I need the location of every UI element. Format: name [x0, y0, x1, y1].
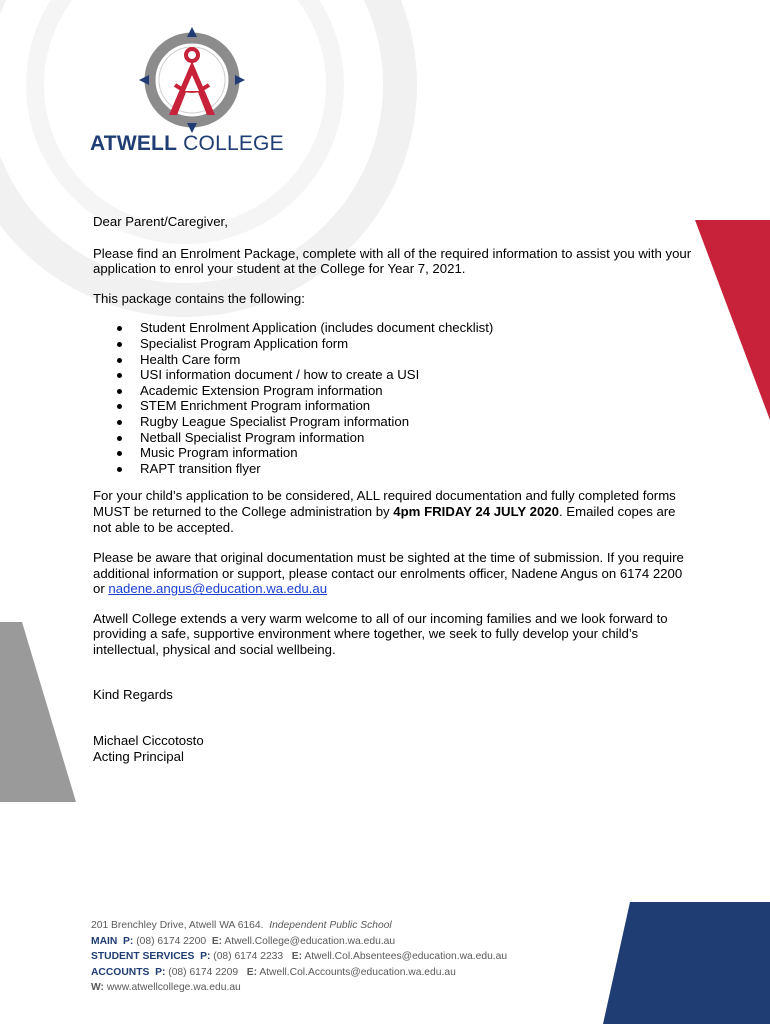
greeting: Dear Parent/Caregiver,	[93, 214, 228, 229]
footer-ss-email: Atwell.Col.Absentees@education.wa.edu.au	[304, 951, 508, 962]
grey-accent-shape	[0, 622, 76, 802]
letterhead-footer	[91, 918, 507, 996]
college-wordmark	[90, 132, 284, 156]
list-item: Student Enrolment Application (includes document checklist)	[140, 320, 693, 336]
footer-main-label: MAIN	[91, 935, 118, 947]
footer-student-services-line: STUDENT SERVICES P: (08) 6174 2233 E: Atwell.Col.Absentees@education.wa.edu.au	[91, 951, 508, 962]
letter-body	[93, 214, 693, 764]
package-intro: This package contains the following:	[93, 290, 305, 306]
list-item: RAPT transition flyer	[140, 461, 693, 477]
signatory-title: Acting Principal	[93, 748, 184, 764]
list-item: Specialist Program Application form	[140, 336, 693, 352]
footer-main-phone: (08) 6174 2200	[136, 935, 207, 947]
wordmark-bold: ATWELL	[90, 132, 178, 155]
footer-acc-label: ACCOUNTS	[91, 966, 150, 978]
closing: Kind Regards	[93, 686, 173, 702]
list-item: STEM Enrichment Program information	[140, 398, 693, 414]
footer-main-line: MAIN P: (08) 6174 2200 E: Atwell.College@education.wa.edu.au	[91, 935, 396, 947]
navy-accent-shape	[603, 902, 770, 1024]
submission-note: . Emailed copes are not able to be accepted.	[93, 503, 676, 535]
list-item: Netball Specialist Program information	[140, 430, 693, 446]
package-list	[93, 320, 693, 476]
footer-school-type: Independent Public School	[269, 920, 392, 931]
footer-address: 201 Brenchley Drive, Atwell WA 6164.	[91, 920, 264, 931]
list-item: USI information document / how to create a USI	[140, 367, 693, 383]
documentation-paragraph	[93, 550, 693, 597]
list-item: Academic Extension Program information	[140, 383, 693, 399]
footer-acc-phone: (08) 6174 2209	[168, 966, 239, 978]
footer-main-email: Atwell.College@education.wa.edu.au	[224, 935, 396, 947]
red-accent-shape	[695, 220, 770, 420]
wordmark-rest: COLLEGE	[183, 132, 284, 155]
signatory-name: Michael Ciccotosto	[93, 733, 204, 749]
footer-web-line: W: www.atwellcollege.wa.edu.au	[91, 982, 241, 993]
footer-ss-phone: (08) 6174 2233	[213, 951, 284, 962]
submission-deadline: 4pm FRIDAY 24 JULY 2020	[393, 503, 559, 519]
footer-acc-email: Atwell.Col.Accounts@education.wa.edu.au	[259, 966, 456, 978]
intro-paragraph: Please find an Enrolment Package, complete with all of the required information to assist you with your application to enrol your student at the College for Year 7, 2021.	[93, 245, 692, 277]
college-logo-icon	[135, 25, 250, 135]
welcome-paragraph: Atwell College extends a very warm welcome to all of our incoming families and we look forward to providing a safe, supportive environment where together, we seek to fully develop your child’s intellectual, physical and social wellbeing.	[93, 610, 668, 658]
footer-ss-label: STUDENT SERVICES	[91, 951, 195, 962]
list-item: Music Program information	[140, 445, 693, 461]
list-item: Health Care form	[140, 352, 693, 368]
footer-address-line	[91, 918, 507, 934]
documentation-text: Please be aware that original documentation must be sighted at the time of submission. If you require additional information or support, please contact our enrolments officer, Nadene Angus on 6174 2200 or	[93, 550, 684, 597]
list-item: Rugby League Specialist Program information	[140, 414, 693, 430]
enrolments-email-link[interactable]: nadene.angus@education.wa.edu.au	[108, 581, 328, 597]
submission-paragraph	[93, 488, 693, 535]
footer-website: www.atwellcollege.wa.edu.au	[106, 982, 241, 993]
submission-text: For your child’s application to be considered, ALL required documentation and fully completed forms MUST be returned to the College administration by	[93, 488, 676, 519]
footer-accounts-line: ACCOUNTS P: (08) 6174 2209 E: Atwell.Col.Accounts@education.wa.edu.au	[91, 966, 456, 978]
